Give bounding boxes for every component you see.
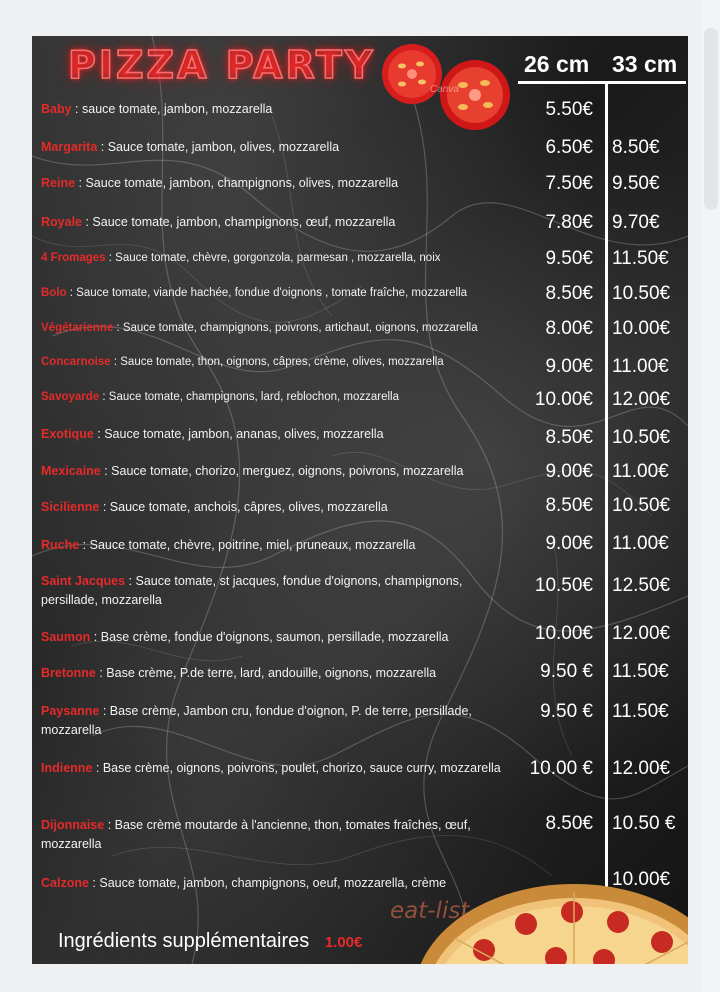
item-description bbox=[41, 100, 529, 119]
item-name: Royale bbox=[41, 215, 82, 229]
item-description bbox=[41, 759, 529, 778]
price-33: 12.00€ bbox=[612, 389, 671, 410]
price-33: 11.50€ bbox=[612, 661, 669, 682]
price-26: 9.00€ bbox=[545, 461, 593, 482]
extras-line bbox=[58, 928, 362, 956]
item-ingredients: : Sauce tomate, st jacques, fondue d'oignons, champignons, persillade, mozzarella bbox=[41, 574, 463, 607]
menu-title: PIZZA PARTY bbox=[68, 43, 376, 87]
size-header-33: 33 cm bbox=[612, 51, 678, 77]
item-ingredients: : Sauce tomate, viande hachée, fondue d'oignons , tomate fraîche, mozzarella bbox=[66, 287, 468, 299]
item-description bbox=[41, 664, 529, 683]
price-33: 8.50€ bbox=[612, 137, 660, 158]
item-ingredients: : Base crème, Jambon cru, fondue d'oignon, P. de terre, persillade, mozzarella bbox=[41, 704, 472, 737]
price-26: 8.50€ bbox=[545, 427, 593, 448]
item-ingredients: : Sauce tomate, thon, oignons, câpres, crème, olives, mozzarella bbox=[110, 356, 444, 368]
item-name: Paysanne bbox=[41, 704, 100, 718]
item-ingredients: : Sauce tomate, anchois, câpres, olives, mozzarella bbox=[99, 500, 388, 514]
price-26: 8.50€ bbox=[545, 283, 593, 304]
watermark: eat-list bbox=[390, 898, 470, 924]
item-description bbox=[41, 498, 529, 517]
item-description bbox=[41, 353, 529, 372]
tomato-slice-icon bbox=[380, 42, 444, 106]
price-33: 11.50€ bbox=[612, 248, 669, 269]
price-26: 9.00€ bbox=[545, 533, 593, 554]
item-description bbox=[41, 174, 529, 193]
item-name: Végétarienne bbox=[41, 322, 114, 334]
item-name: Bolo bbox=[41, 287, 67, 299]
item-description bbox=[41, 319, 541, 338]
item-name: Saumon bbox=[41, 630, 91, 644]
price-33: 11.00€ bbox=[612, 533, 669, 554]
price-26: 8.00€ bbox=[545, 318, 593, 339]
brand-mark: Canva bbox=[430, 84, 459, 95]
price-33: 12.50€ bbox=[612, 575, 671, 596]
item-name: 4 Fromages bbox=[41, 252, 106, 264]
price-33: 10.50€ bbox=[612, 283, 671, 304]
price-33: 11.50€ bbox=[612, 701, 669, 722]
item-ingredients: : Sauce tomate, jambon, champignons, oeuf, mozzarella, crème bbox=[88, 876, 447, 890]
item-ingredients: : Sauce tomate, jambon, champignons, olives, mozzarella bbox=[75, 176, 399, 190]
item-ingredients: : Sauce tomate, chèvre, gorgonzola, parmesan , mozzarella, noix bbox=[105, 252, 441, 264]
item-name: Saint Jacques bbox=[41, 574, 126, 588]
price-33: 9.50€ bbox=[612, 173, 660, 194]
price-33: 10.50 € bbox=[612, 813, 676, 834]
item-ingredients: : Sauce tomate, chorizo, merguez, oignons, poivrons, mozzarella bbox=[100, 464, 464, 478]
item-ingredients: : Base crème moutarde à l'ancienne, thon, tomates fraîches, œuf, mozzarella bbox=[41, 818, 471, 851]
item-name: Savoyarde bbox=[41, 391, 100, 403]
price-33: 10.50€ bbox=[612, 495, 671, 516]
price-26: 10.50€ bbox=[534, 575, 593, 596]
price-26: 7.80€ bbox=[545, 212, 593, 233]
price-33: 11.00€ bbox=[612, 461, 669, 482]
item-name: Calzone bbox=[41, 876, 89, 890]
header-underline bbox=[518, 81, 686, 84]
price-33: 10.50€ bbox=[612, 427, 671, 448]
tomato-slice-icon bbox=[438, 58, 512, 132]
item-name: Margarita bbox=[41, 140, 98, 154]
item-ingredients: : sauce tomate, jambon, mozzarella bbox=[71, 102, 273, 116]
item-description bbox=[41, 249, 529, 268]
item-ingredients: : Base crème, fondue d'oignons, saumon, persillade, mozzarella bbox=[90, 630, 449, 644]
price-26: 9.00€ bbox=[545, 356, 593, 377]
item-description bbox=[41, 874, 529, 893]
price-26: 5.50€ bbox=[545, 99, 593, 120]
item-description bbox=[41, 388, 529, 407]
item-ingredients: : Sauce tomate, champignons, lard, reblochon, mozzarella bbox=[99, 391, 399, 403]
item-ingredients: : Sauce tomate, jambon, ananas, olives, mozzarella bbox=[93, 427, 384, 441]
item-ingredients: : Sauce tomate, chèvre, poitrine, miel, pruneaux, mozzarella bbox=[79, 538, 416, 552]
price-33: 12.00€ bbox=[612, 758, 671, 779]
item-name: Dijonnaise bbox=[41, 818, 105, 832]
item-description bbox=[41, 213, 529, 232]
item-description bbox=[41, 284, 529, 303]
item-ingredients: : Sauce tomate, champignons, poivrons, artichaut, oignons, mozzarella bbox=[113, 322, 478, 334]
scrollbar-track[interactable] bbox=[702, 0, 720, 992]
item-description bbox=[41, 425, 529, 444]
price-26: 9.50 € bbox=[540, 701, 593, 722]
item-ingredients: : Base crème, oignons, poivrons, poulet, chorizo, sauce curry, mozzarella bbox=[92, 761, 501, 775]
item-name: Sicilienne bbox=[41, 500, 100, 514]
price-26: 8.50€ bbox=[545, 495, 593, 516]
item-ingredients: : Sauce tomate, jambon, olives, mozzarella bbox=[97, 140, 340, 154]
price-26: 10.00€ bbox=[534, 623, 593, 644]
scrollbar-thumb[interactable] bbox=[704, 28, 718, 210]
item-name: Bretonne bbox=[41, 666, 96, 680]
price-26: 9.50 € bbox=[540, 661, 593, 682]
item-name: Mexicaine bbox=[41, 464, 101, 478]
item-description bbox=[41, 628, 529, 647]
extras-label: Ingrédients supplémentaires bbox=[58, 930, 310, 952]
item-name: Baby bbox=[41, 102, 72, 116]
price-33: 12.00€ bbox=[612, 623, 671, 644]
item-ingredients: : Base crème, P.de terre, lard, andouille, oignons, mozzarella bbox=[95, 666, 437, 680]
item-description bbox=[41, 462, 529, 481]
price-26: 8.50€ bbox=[545, 813, 593, 834]
item-name: Concarnoise bbox=[41, 356, 111, 368]
price-33: 9.70€ bbox=[612, 212, 660, 233]
size-header-26: 26 cm bbox=[524, 51, 590, 77]
item-name: Exotique bbox=[41, 427, 94, 441]
item-description bbox=[41, 138, 529, 157]
price-26: 6.50€ bbox=[545, 137, 593, 158]
menu-image bbox=[32, 36, 688, 964]
item-description bbox=[41, 702, 529, 740]
item-description bbox=[41, 536, 529, 555]
item-name: Reine bbox=[41, 176, 76, 190]
price-33: 11.00€ bbox=[612, 356, 669, 377]
column-divider bbox=[605, 81, 608, 897]
item-description bbox=[41, 816, 529, 854]
item-ingredients: : Sauce tomate, jambon, champignons, œuf, mozzarella bbox=[82, 215, 396, 229]
price-26: 9.50€ bbox=[545, 248, 593, 269]
price-33: 10.00€ bbox=[612, 318, 671, 339]
price-26: 10.00 € bbox=[529, 758, 593, 779]
price-26: 7.50€ bbox=[545, 173, 593, 194]
item-name: Indienne bbox=[41, 761, 93, 775]
price-26: 10.00€ bbox=[534, 389, 593, 410]
item-description bbox=[41, 572, 519, 610]
extras-price: 1.00€ bbox=[324, 934, 363, 951]
item-name: Ruche bbox=[41, 538, 80, 552]
price-33: 10.00€ bbox=[612, 869, 671, 890]
